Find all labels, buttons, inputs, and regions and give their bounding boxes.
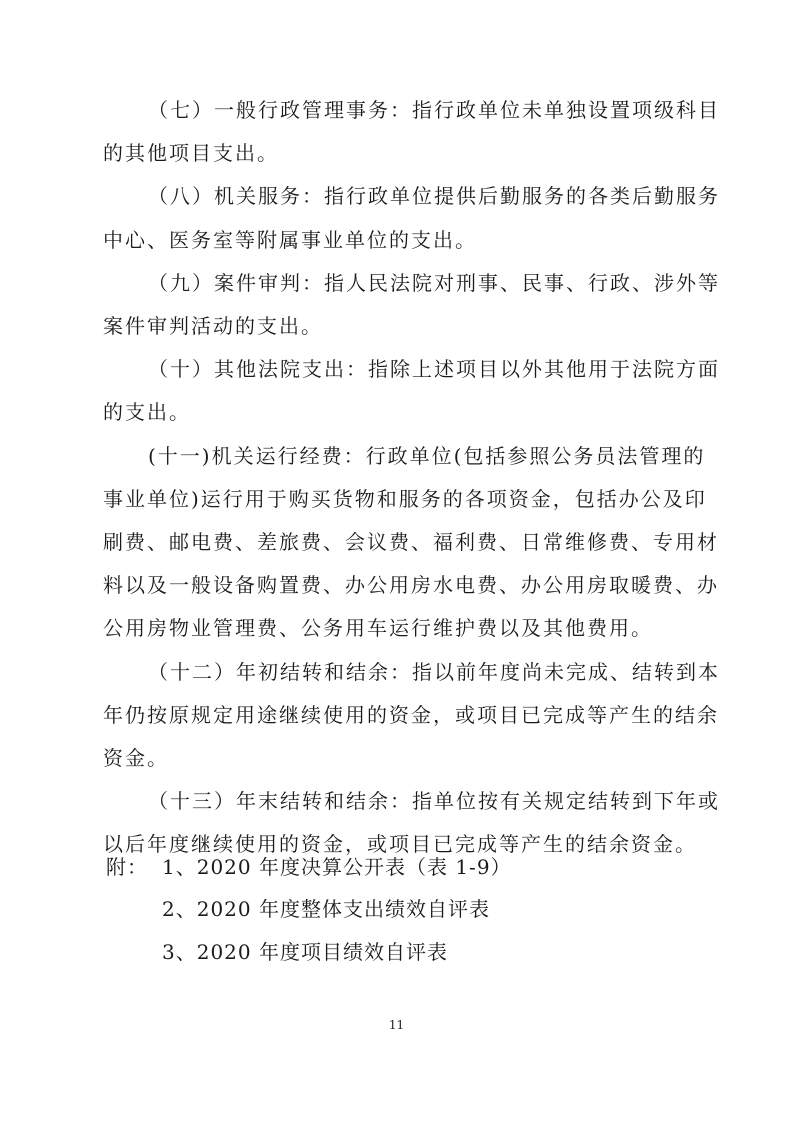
- attachment-item: 1、2020 年度决算公开表（表 1-9）: [162, 855, 512, 879]
- paragraph-line: 以后年度继续使用的资金，或项目已完成等产生的结余资金。: [103, 832, 697, 856]
- paragraph-line: 资金。: [103, 746, 169, 770]
- paragraph-first-line: (十一)机关运行经费：行政单位(包括参照公务员法管理的: [148, 444, 706, 468]
- paragraph-line: 事业单位)运行用于购买货物和服务的各项资金，包括办公及印: [103, 487, 707, 511]
- paragraph-line: 料以及一般设备购置费、办公用房水电费、办公用房取暖费、办: [103, 573, 719, 597]
- paragraph-first-line: （十二）年初结转和结余：指以前年度尚未完成、结转到本: [148, 660, 720, 684]
- paragraph-line: 的支出。: [103, 400, 191, 424]
- paragraph-first-line: （九）案件审判：指人民法院对刑事、民事、行政、涉外等: [148, 271, 720, 295]
- paragraph-line: 公用房物业管理费、公务用车运行维护费以及其他费用。: [103, 616, 653, 640]
- paragraph-first-line: （十）其他法院支出：指除上述项目以外其他用于法院方面: [148, 357, 720, 381]
- paragraph-line: 年仍按原规定用途继续使用的资金，或项目已完成等产生的结余: [103, 703, 719, 727]
- paragraph-first-line: （七）一般行政管理事务：指行政单位未单独设置项级科目: [148, 98, 720, 122]
- attachments-label: 附：: [106, 855, 148, 879]
- paragraph-first-line: （八）机关服务：指行政单位提供后勤服务的各类后勤服务: [148, 184, 720, 208]
- paragraph-line: 刷费、邮电费、差旅费、会议费、福利费、日常维修费、专用材: [103, 530, 719, 554]
- paragraph-first-line: （十三）年末结转和结余：指单位按有关规定结转到下年或: [148, 789, 720, 813]
- page-number: 11: [388, 1018, 405, 1032]
- paragraph-line: 的其他项目支出。: [103, 141, 279, 165]
- attachment-item: 2、2020 年度整体支出绩效自评表: [162, 897, 490, 921]
- attachment-item: 3、2020 年度项目绩效自评表: [162, 940, 448, 964]
- paragraph-line: 中心、医务室等附属事业单位的支出。: [103, 228, 477, 252]
- paragraph-line: 案件审判活动的支出。: [103, 314, 323, 338]
